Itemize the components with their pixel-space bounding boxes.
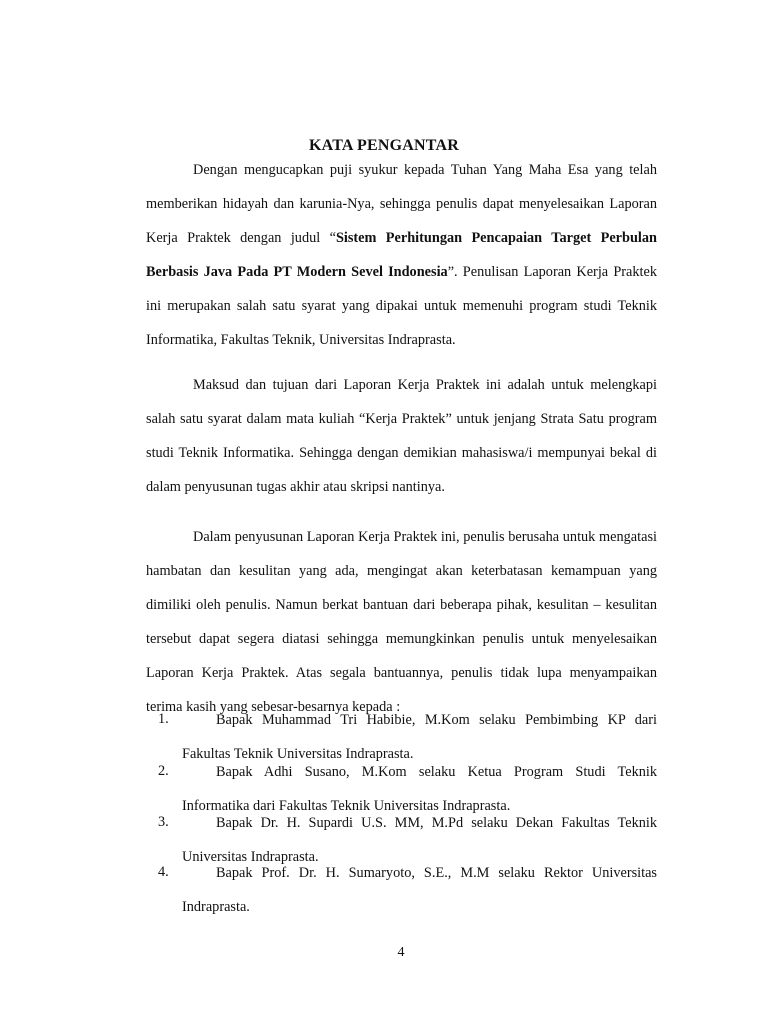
paragraph-purpose: Maksud dan tujuan dari Laporan Kerja Praktek ini adalah untuk melengkapi salah satu syarat dalam mata kuliah “Kerja Praktek” untuk jenjang Strata Satu program studi Teknik Informatika. Sehingga dengan demikian mahasiswa/i mempunyai bekal di dalam penyusunan tugas akhir atau skripsi nantinya.	[146, 377, 657, 495]
page-title: KATA PENGANTAR	[309, 137, 459, 154]
list-item-number: 2.	[158, 763, 169, 779]
paragraph-intro-text-end: ”. Penulisan Laporan Kerja Praktek ini merupakan salah satu syarat yang dipakai untuk memenuhi program studi Teknik Informatika, Fakultas Teknik, Universitas Indraprasta.	[146, 264, 657, 348]
list-item-text: Bapak Prof. Dr. H. Sumaryoto, S.E., M.M selaku Rektor Universitas Indraprasta.	[182, 865, 657, 915]
paragraph-intro	[146, 153, 657, 357]
page-number: 4	[397, 945, 405, 960]
paragraph-intro-text-start: Dengan mengucapkan puji syukur kepada Tuhan Yang Maha Esa yang telah memberikan hidayah dan karunia-Nya, sehingga penulis dapat menyelesaikan Laporan Kerja Praktek dengan judul “	[146, 162, 657, 246]
list-item-text: Bapak Muhammad Tri Habibie, M.Kom selaku Pembimbing KP dari Fakultas Teknik Universitas Indraprasta.	[182, 712, 657, 762]
list-item-number: 1.	[158, 711, 169, 727]
list-item-text: Bapak Dr. H. Supardi U.S. MM, M.Pd selaku Dekan Fakultas Teknik Universitas Indraprasta.	[182, 815, 657, 865]
list-item-number: 4.	[158, 864, 169, 880]
list-item-text: Bapak Adhi Susano, M.Kom selaku Ketua Program Studi Teknik Informatika dari Fakultas Teknik Universitas Indraprasta.	[182, 764, 657, 814]
report-title: Sistem Perhitungan Pencapaian Target Perbulan Berbasis Java Pada PT Modern Sevel Indonesia	[146, 230, 657, 280]
paragraph-thanks: Dalam penyusunan Laporan Kerja Praktek ini, penulis berusaha untuk mengatasi hambatan dan kesulitan yang ada, mengingat akan keterbatasan kemampuan yang dimiliki oleh penulis. Namun berkat bantuan dari beberapa pihak, kesulitan – kesulitan tersebut dapat segera diatasi sehingga memungkinkan penulis untuk menyelesaikan Laporan Kerja Praktek. Atas segala bantuannya, penulis tidak lupa menyampaikan terima kasih yang sebesar-besarnya kepada :	[146, 529, 657, 715]
list-item-number: 3.	[158, 814, 169, 830]
